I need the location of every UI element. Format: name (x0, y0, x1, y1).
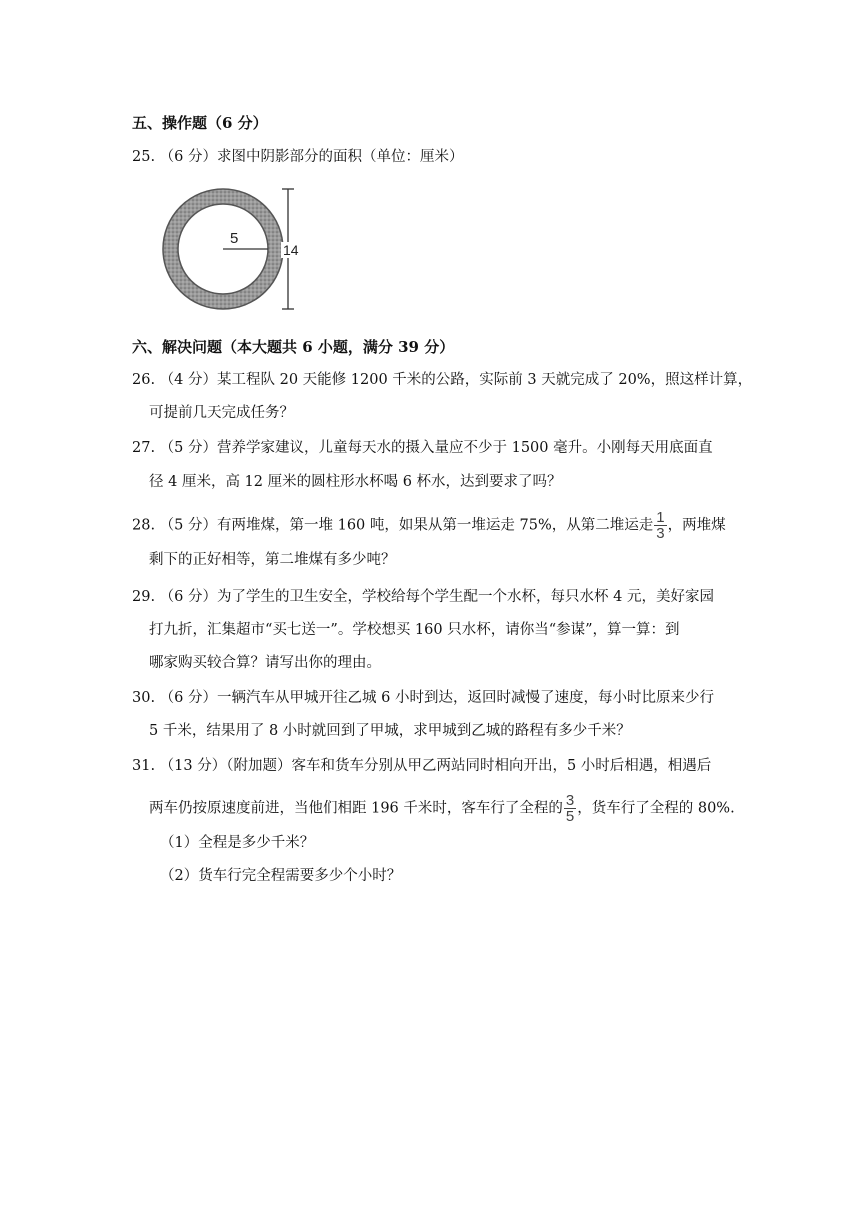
fraction-denominator: 3 (656, 525, 665, 542)
fraction-one-third (654, 510, 666, 541)
question-27-line-2: 径 4 厘米，高 12 厘米的圆柱形水杯喝 6 杯水，达到要求了吗？ (149, 474, 562, 490)
question-30-line-1: 30. （6 分）一辆汽车从甲城开往乙城 6 小时到达，返回时减慢了速度，每小时比原来少行 (132, 690, 714, 706)
section-5-title: 五、操作题（6 分） (132, 114, 268, 132)
question-25-text: 25. （6 分）求图中阴影部分的面积（单位：厘米） (132, 149, 464, 165)
radius-label: 5 (230, 230, 239, 247)
question-28-line-2: 剩下的正好相等，第二堆煤有多少吨？ (149, 552, 396, 568)
question-31-text-a: 两车仍按原速度前进，当他们相距 196 千米时，客车行了全程的 (149, 800, 563, 817)
question-31-text-b: ，货车行了全程的 80%. (577, 800, 735, 817)
diameter-label: 14 (283, 242, 299, 258)
question-28-text-b: ，两堆煤 (667, 517, 726, 534)
question-29-line-2: 打九折，汇集超市“买七送一”。学校想买 160 只水杯，请你当“参谋”，算一算：到 (149, 622, 680, 638)
fraction-denominator: 5 (565, 808, 575, 825)
annulus-diagram (148, 183, 308, 315)
annulus-figure (148, 183, 308, 315)
fraction-numerator: 1 (656, 509, 665, 526)
question-31-line-2 (149, 793, 735, 824)
question-30-line-2: 5 千米，结果用了 8 小时就回到了甲城，求甲城到乙城的路程有多少千米？ (149, 723, 631, 739)
section-6-title: 六、解决问题（本大题共 6 小题，满分 39 分） (132, 338, 455, 356)
question-31-line-1: 31. （13 分）（附加题）客车和货车分别从甲乙两站同时相向开出，5 小时后相遇，相遇后 (132, 758, 712, 774)
question-29-line-1: 29. （6 分）为了学生的卫生安全，学校给每个学生配一个水杯，每只水杯 4 元，美好家园 (132, 589, 714, 605)
question-28-text-a: 28. （5 分）有两堆煤，第一堆 160 吨，如果从第一堆运走 75%，从第二堆运走 (132, 517, 654, 534)
fraction-numerator: 3 (565, 792, 575, 809)
question-26-line-2: 可提前几天完成任务？ (149, 405, 294, 421)
question-27-line-1: 27. （5 分）营养学家建议，儿童每天水的摄入量应不少于 1500 毫升。小刚每天用底面直 (132, 440, 713, 456)
question-28-line-1 (132, 510, 726, 541)
question-31-sub-1: （1）全程是多少千米？ (160, 835, 315, 851)
question-26-line-1: 26. （4 分）某工程队 20 天能修 1200 千米的公路，实际前 3 天就完成了 20%，照这样计算， (132, 372, 753, 388)
question-31-sub-2: （2）货车行完全程需要多少个小时？ (160, 868, 402, 884)
fraction-three-fifths (564, 793, 576, 824)
question-29-line-3: 哪家购买较合算？请写出你的理由。 (149, 655, 381, 671)
